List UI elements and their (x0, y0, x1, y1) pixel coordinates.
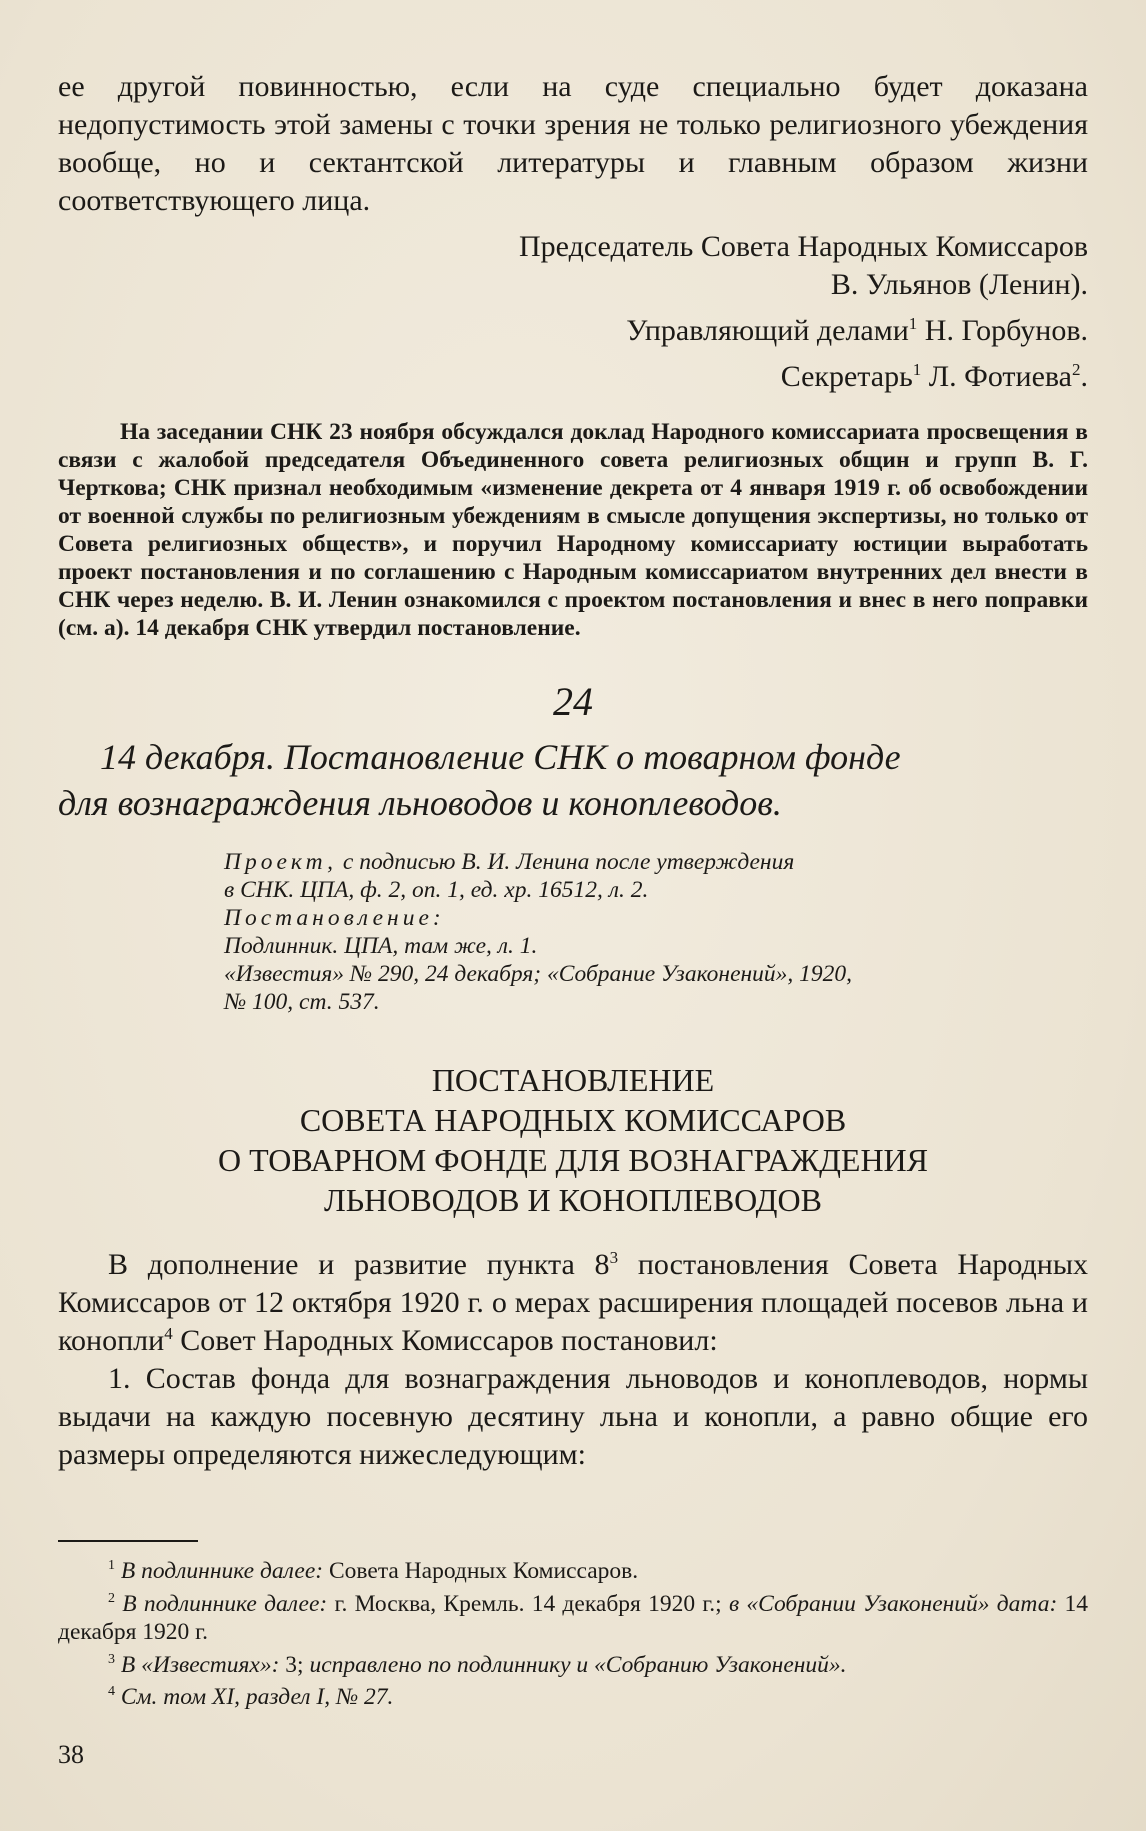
footnote-italic: исправлено по подлиннику и «Собранию Узаконений». (303, 1651, 847, 1678)
footnote-number: 3 (108, 1651, 115, 1667)
manager-line (58, 312, 1088, 350)
footnote-divider (58, 1540, 198, 1542)
source-draft (224, 848, 1088, 876)
body-text: Совет Народных Комиссаров постановил: (172, 1324, 718, 1357)
heading-line2: СОВЕТА НАРОДНЫХ КОМИССАРОВ (299, 1102, 847, 1138)
body-text: постановления Совета Народных Комиссаров от 12 октября 1920 г. о мерах расширения площадей посевов льна и конопли (58, 1248, 1089, 1357)
source-published: «Известия» № 290, 24 декабря; «Собрание Узаконений», 1920, (224, 961, 853, 987)
footnote-text: Совета Народных Комиссаров. (323, 1557, 639, 1584)
footnote-ref: 3 (609, 1248, 619, 1267)
footnote-ref: 4 (164, 1324, 173, 1343)
source-references (58, 848, 1088, 1016)
footnote-number: 1 (108, 1558, 115, 1573)
manager-name: Н. Горбунов. (924, 314, 1088, 347)
source-published-cont: № 100, ст. 537. (224, 989, 380, 1015)
heading-line1: ПОСТАНОВЛЕНИЕ (431, 1062, 715, 1098)
resolution-heading (58, 1060, 1088, 1220)
footnote-italic: В «Известиях»: (120, 1651, 280, 1678)
top-paragraph: ее другой повинностью, если на суде специально будет доказана недопустимость этой замены с точки зрения не только религиозного убеждения вообще, но и сектантской литературы и главным образом жизни соответствующего лица. (58, 70, 1088, 217)
footnote-italic: В подлиннике далее: (120, 1557, 324, 1584)
footnote-1 (58, 1552, 1088, 1585)
heading-line3: О ТОВАРНОМ ФОНДЕ ДЛЯ ВОЗНАГРАЖДЕНИЯ (217, 1142, 928, 1178)
source-draft-text: с подписью В. И. Ленина после утверждения (342, 849, 795, 875)
source-draft-label: Проект, (224, 849, 338, 875)
source-resolution-label: Постановление: (224, 905, 445, 931)
footnote-2 (58, 1585, 1088, 1646)
footnote-ref: 2 (1072, 360, 1081, 379)
document-title-line1: 14 декабря. Постановление СНК о товарном фонде (100, 737, 901, 777)
footnote-text: г. Москва, Кремль. 14 декабря 1920 г.; (327, 1590, 722, 1617)
heading-line4: ЛЬНОВОДОВ И КОНОПЛЕВОДОВ (324, 1182, 822, 1218)
footnote-number: 4 (108, 1684, 115, 1700)
editorial-commentary: На заседании СНК 23 ноября обсуждался доклад Народного комиссариата просвещения в связи с жалобой председателя Объединенного совета религиозных общин и групп В. Г. Черткова; СНК признал необходимым «изменение декрета от 4 января 1919 г. об освобождении от военной службы по религиозным убеждениям в смысле допущения экспертизы, но только от Совета религиозных обществ», и поручил Народному комиссариату юстиции выработать проект постановления и по соглашению с Народным комиссариатом внутренних дел внести в СНК через неделю. В. И. Ленин ознакомился с проектом постановления и внес в него поправки (см. а). 14 декабря СНК утвердил постановление. (58, 419, 1088, 641)
body-paragraph-2: 1. Состав фонда для вознаграждения льноводов и коноплеводов, нормы выдачи на каждую посевную десятину льна и конопли, а равно общие его размеры определяются нижеследующим: (58, 1362, 1088, 1471)
footnote-text: 3; (279, 1651, 304, 1678)
footnote-italic: См. том XI, раздел I, № 27. (120, 1684, 394, 1711)
footnote-3 (58, 1646, 1088, 1679)
footnote-4 (58, 1678, 1088, 1711)
secretary-end: . (1080, 360, 1088, 393)
footnote-ref: 1 (912, 360, 922, 379)
source-original: Подлинник. ЦПА, там же, л. 1. (224, 933, 538, 959)
document-number: 24 (553, 679, 593, 724)
footnote-italic: в «Собрании Узаконений» дата: (721, 1590, 1058, 1617)
footnotes (58, 1552, 1088, 1711)
page-number: 38 (58, 1740, 84, 1769)
footnote-text: 14 декабря 1920 г. (58, 1590, 1089, 1645)
footnote-ref: 1 (908, 314, 918, 333)
body-text: В дополнение и развитие пункта 8 (108, 1248, 610, 1281)
signature-block (58, 228, 1088, 396)
footnote-italic: В подлиннике далее: (122, 1590, 328, 1617)
footnote-number: 2 (108, 1590, 115, 1606)
source-draft-cont: в СНК. ЦПА, ф. 2, оп. 1, ед. хр. 16512, л. 2. (224, 877, 649, 903)
secretary-name: Л. Фотиева (928, 360, 1072, 393)
body-paragraph-1 (58, 1246, 1088, 1360)
chair-title: Председатель Совета Народных Комиссаров (519, 230, 1088, 263)
manager-title: Управляющий делами (626, 314, 909, 347)
chair-name: В. Ульянов (Ленин). (830, 268, 1088, 301)
document-title-line2: для вознаграждения льноводов и коноплеводов. (58, 783, 782, 823)
secretary-title: Секретарь (780, 360, 913, 393)
secretary-line (58, 358, 1088, 396)
